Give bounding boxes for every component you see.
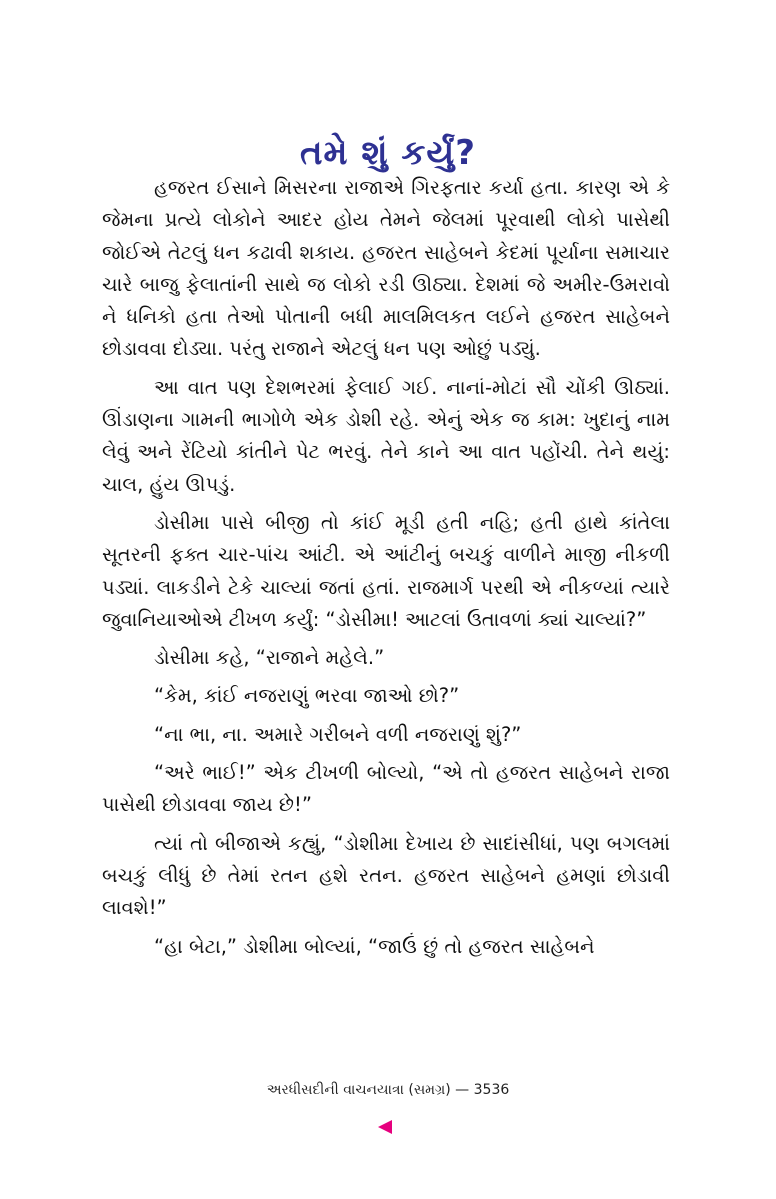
paragraph: “અરે ભાઈ!” એક ટીખળી બોલ્યો, “એ તો હજરત સાહેબને રાજા પાસેથી છોડાવવા જાય છે!”: [102, 761, 670, 817]
paragraph: “હા બેટા,” ડોશીમા બોલ્યાં, “જાઉં છું તો હજરત સાહેબને: [154, 934, 595, 958]
article-body: [102, 172, 670, 969]
triangle-left-icon[interactable]: [378, 1120, 392, 1134]
page-footer: અરધીસદીની વાચનયાત્રા (સમગ્ર) — 3536: [266, 1082, 510, 1098]
paragraph: હજરત ઈસાને મિસરના રાજાએ ગિરફતાર કર્યા હતા. કારણ એ કે જેમના પ્રત્યે લોકોને આદર હોય તેમને જેલમાં પૂરવાથી લોકો પાસેથી જોઈએ તેટલું ધન કઢાવી શકાય. હજરત સાહેબને કેદમાં પૂર્યાના સમાચાર ચારે બાજુ ફેલાતાંની સાથે જ લોકો રડી ઊઠ્યા. દેશમાં જે અમીર-ઉમરાવો ને ધનિકો હતા તેઓ પોતાની બધી માલમિલકત લઈને હજરત સાહેબને છોડાવવા દોડ્યા. પરંતુ રાજાને એટલું ધન પણ ઓછું પડ્યું.: [102, 176, 670, 361]
paragraph: ડોસીમા પાસે બીજી તો કાંઈ મૂડી હતી નહિ; હતી હાથે કાંતેલા સૂતરની ફક્ત ચાર-પાંચ આંટી. એ આંટીનું બચકું વાળીને માજી નીકળી પડ્યાં. લાકડીને ટેકે ચાલ્યાં જતાં હતાં. રાજમાર્ગ પરથી એ નીકળ્યાં ત્યારે જુવાનિયાઓએ ટીખળ કર્યું: “ડોસીમા! આટલાં ઉતાવળાં ક્યાં ચાલ્યાં?”: [102, 510, 670, 631]
paragraph: ડોસીમા કહે, “રાજાને મહેલે.”: [154, 646, 385, 670]
paragraph: “ના ભા, ના. અમારે ગરીબને વળી નજરાણું શું?”: [154, 722, 522, 746]
page-title: તમે શું કર્યું?: [299, 132, 476, 173]
paragraph: આ વાત પણ દેશભરમાં ફેલાઈ ગઈ. નાનાં-મોટાં સૌ ચોંકી ઊઠ્યાં. ઊંડાણના ગામની ભાગોળે એક ડોશી રહે. એનું એક જ કામ: ખુદાનું નામ લેવું અને રેંટિયો કાંતીને પેટ ભરવું. તેને કાને આ વાત પહોંચી. તેને થયું: ચાલ, હુંય ઊપડું.: [102, 375, 670, 496]
paragraph: ત્યાં તો બીજાએ કહ્યું, “ડોશીમા દેખાય છે સાદાંસીધાં, પણ બગલમાં બચકું લીધું છે તેમાં રતન હશે રતન. હજરત સાહેબને હમણાં છોડાવી લાવશે!”: [102, 831, 670, 920]
paragraph: “કેમ, કાંઈ નજરાણું ભરવા જાઓ છો?”: [154, 684, 460, 708]
